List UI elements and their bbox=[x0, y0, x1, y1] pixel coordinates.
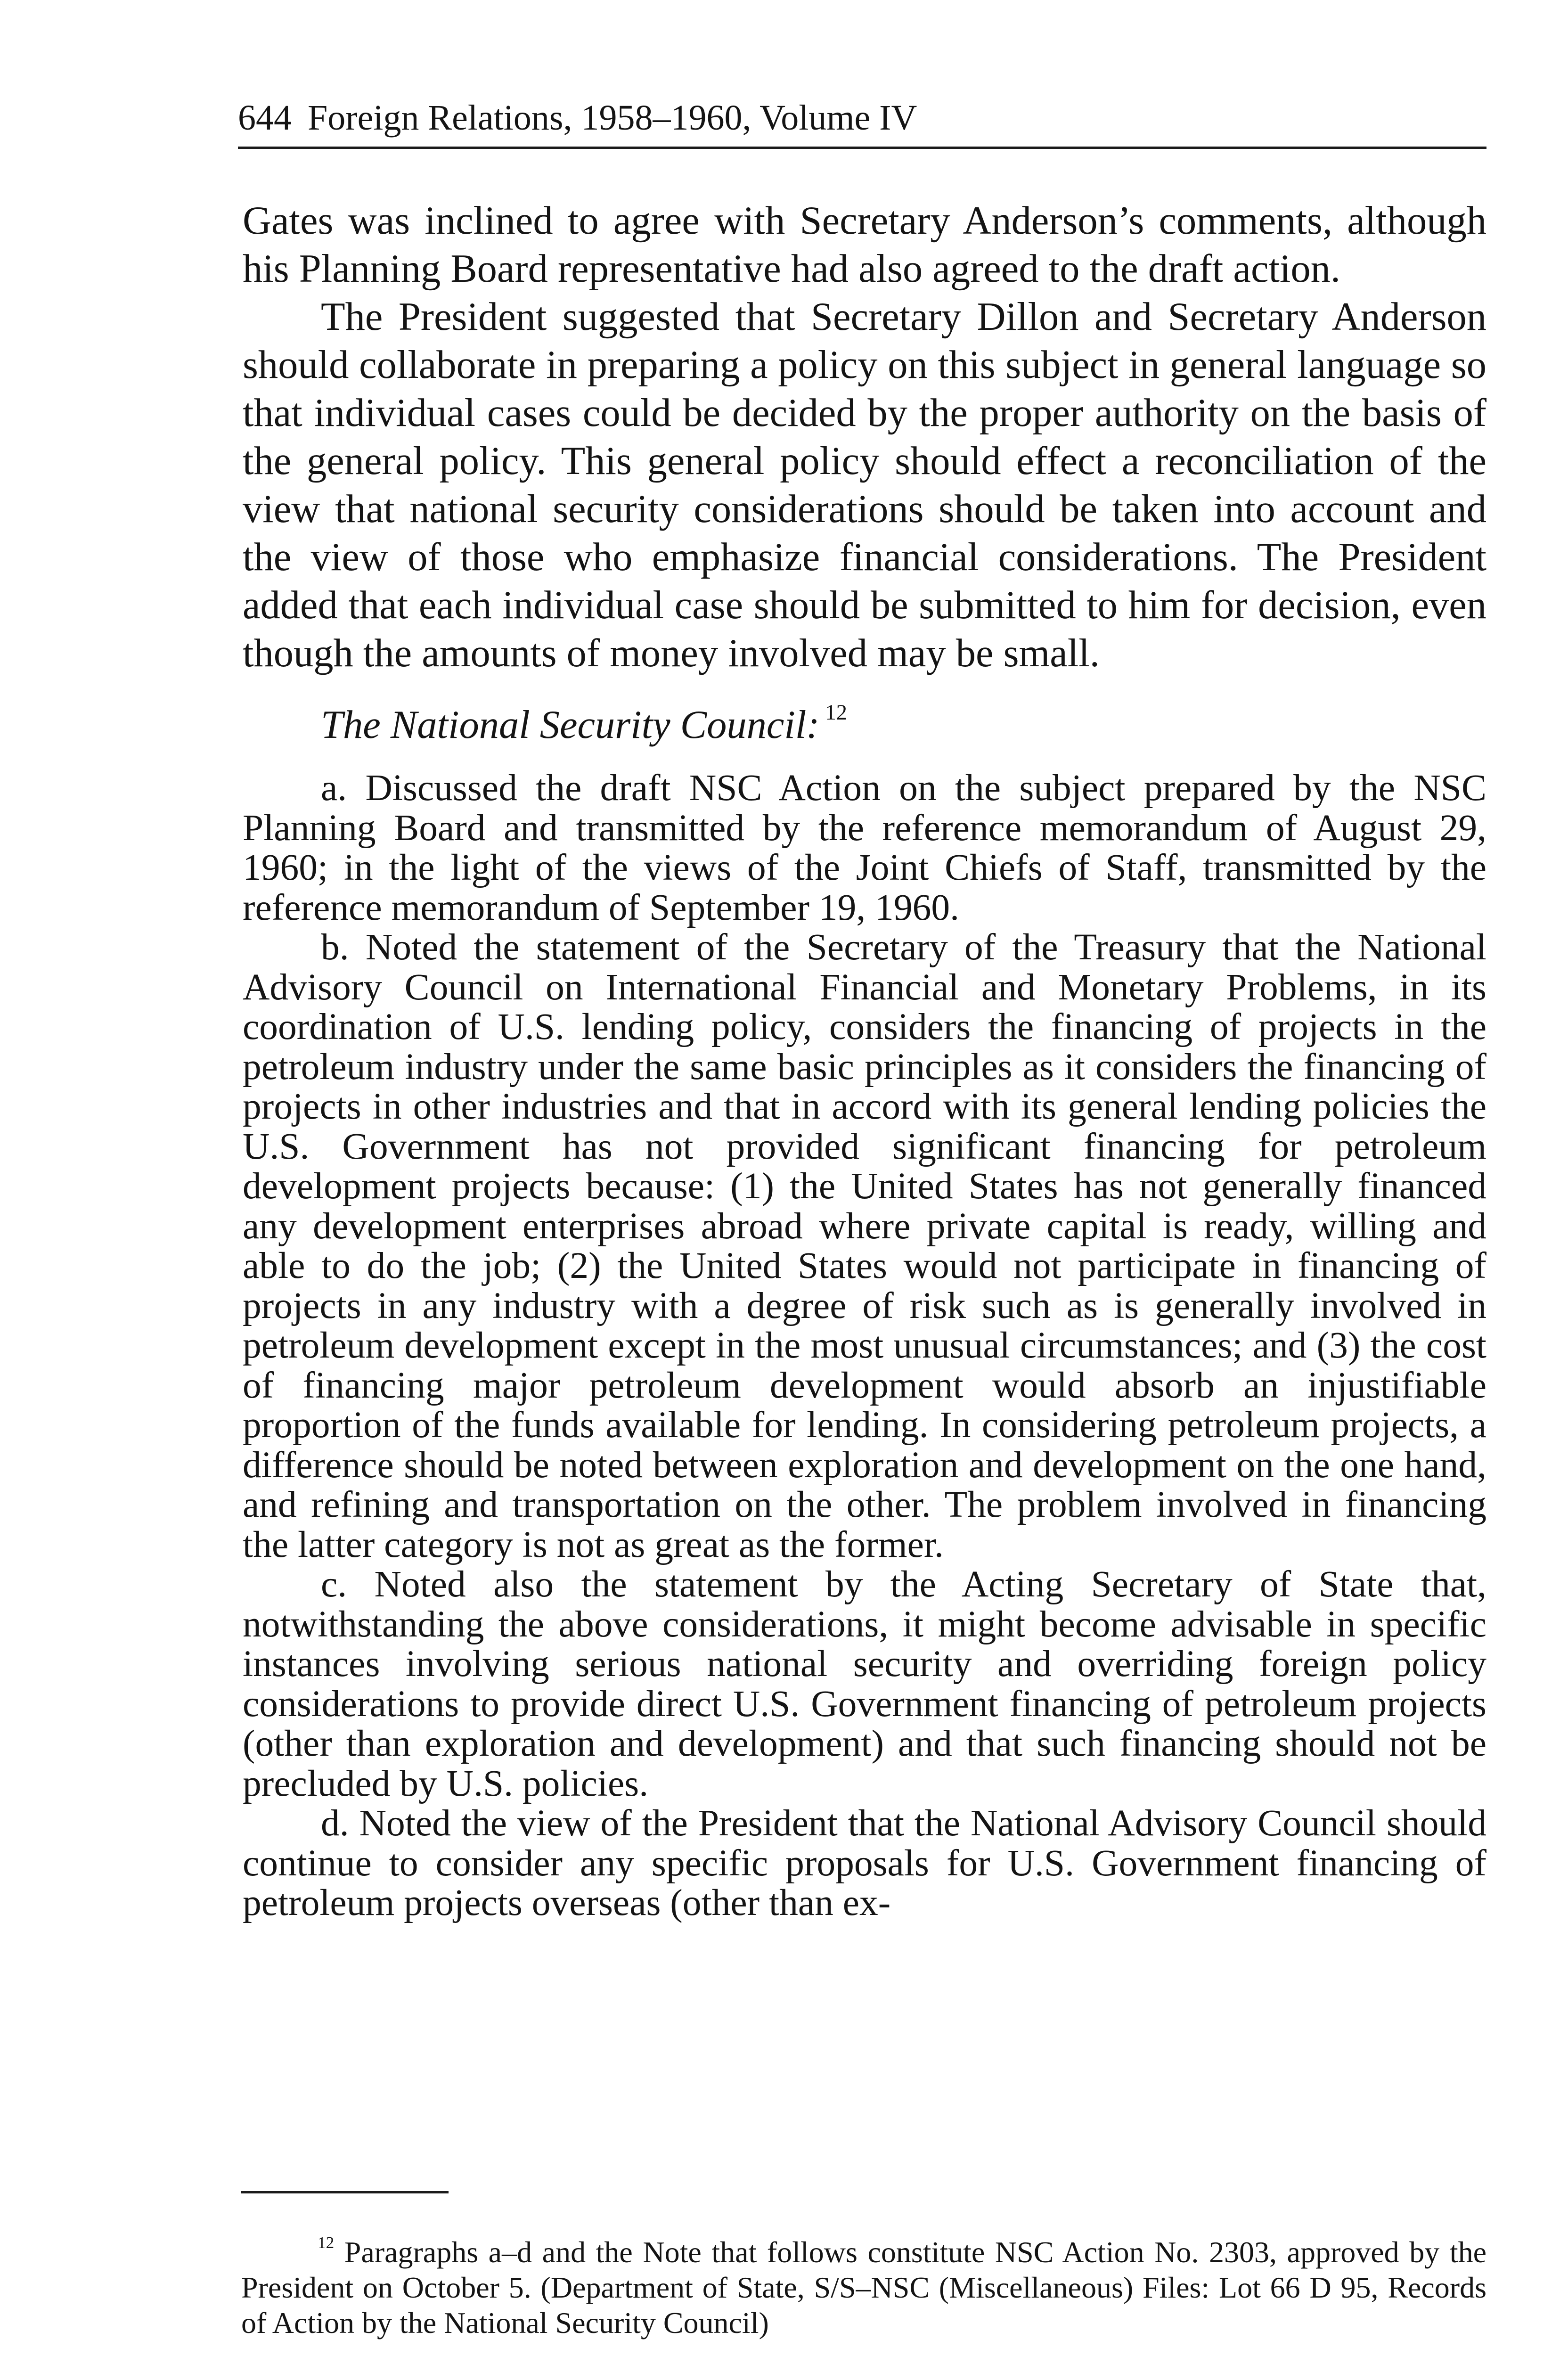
paragraph-gates: Gates was inclined to agree with Secretary Anderson’s comments, although his Planning Board representative had also agreed to the draft action. bbox=[243, 199, 1486, 291]
footnote-reference: 12 bbox=[825, 700, 847, 725]
volume-title: Foreign Relations, 1958–1960, Volume IV bbox=[308, 98, 917, 138]
footnote-paragraph bbox=[241, 2234, 1486, 2340]
footnote-text: Paragraphs a–d and the Note that follows constitute NSC Action No. 2303, approved by the President on October 5. (Department of State, S/S–NSC (Miscellaneous) Files: Lot 66 D 95, Records of Action by the National Security Council) bbox=[241, 2235, 1487, 2340]
running-head bbox=[238, 97, 1486, 149]
action-item-c: c. Noted also the statement by the Acting Secretary of State that, notwithstanding the above considerations, it might become advisable in specific instances involving serious national security and overriding foreign policy considerations to provide direct U.S. Government financing of petroleum projects (other than exploration and development) and that such financing should not be precluded by U.S. policies. bbox=[243, 1563, 1486, 1804]
page-number: 644 bbox=[238, 98, 292, 138]
action-item-b: b. Noted the statement of the Secretary of the Treasury that the National Advisory Council on International Financial and Monetary Problems, in its coordination of U.S. lending policy, considers the financing of projects in the petroleum industry under the same basic principles as it considers the financing of projects in other industries and that in accord with its general lending policies the U.S. Government has not provided significant financing for petroleum development projects because: (1) the United States has not generally financed any development enterprises abroad where private capital is ready, willing and able to do the job; (2) the United States would not participate in financing of projects in any industry with a degree of risk such as is generally involved in petroleum development except in the most unusual circumstances; and (3) the cost of financing major petroleum development would absorb an injustifiable proportion of the funds available for lending. In considering petroleum projects, a difference should be noted between exploration and development on the one hand, and refining and transportation on the other. The problem involved in financing the latter category is not as great as the former. bbox=[243, 926, 1486, 1565]
footnote-number: 12 bbox=[318, 2233, 335, 2252]
main-text bbox=[243, 197, 1486, 1923]
section-heading-text: The National Security Council: bbox=[321, 703, 820, 747]
action-item-d: d. Noted the view of the President that the National Advisory Council should continue to consider any specific proposals for U.S. Government financing of petroleum projects overseas (other than ex- bbox=[243, 1802, 1486, 1923]
nsc-actions bbox=[243, 768, 1486, 1923]
action-item-a: a. Discussed the draft NSC Action on the subject prepared by the NSC Planning Board and transmitted by the reference memorandum of August 29, 1960; in the light of the views of the Joint Chiefs of Staff, transmitted by the reference memorandum of September 19, 1960. bbox=[243, 767, 1486, 928]
footnote bbox=[241, 2234, 1486, 2340]
footnote-divider bbox=[241, 2191, 449, 2193]
section-heading bbox=[243, 701, 1486, 749]
paragraph-president-suggestion: The President suggested that Secretary Dillon and Secretary Anderson should collaborate in preparing a policy on this subject in general language so that individual cases could be decided by the proper authority on the basis of the general policy. This general policy should effect a reconciliation of the view that national security considerations should be taken into account and the view of those who emphasize financial considerations. The President added that each individual case should be submitted to him for decision, even though the amounts of money involved may be small. bbox=[243, 295, 1486, 675]
